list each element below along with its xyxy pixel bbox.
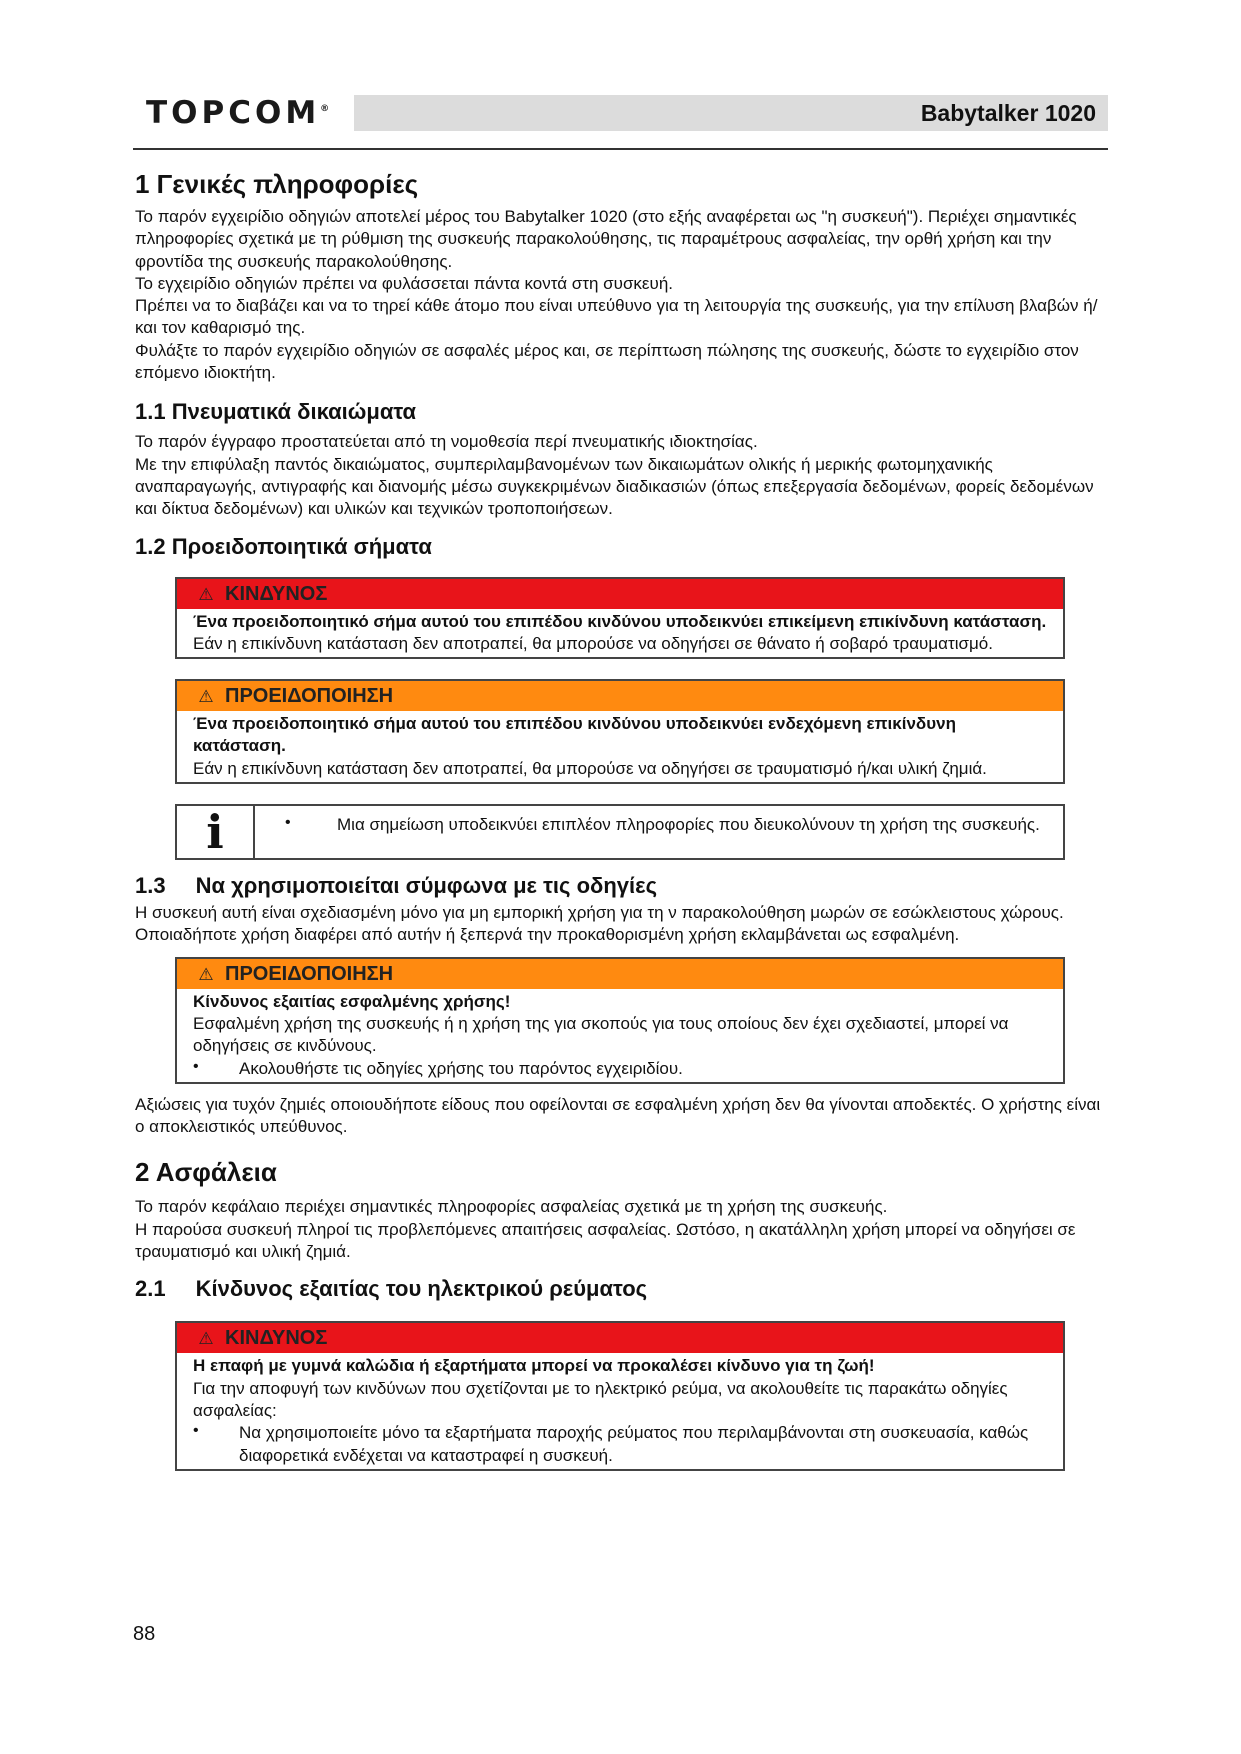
warning-header: ⚠ ΠΡΟΕΙΔΟΠΟΙΗΣΗ — [177, 959, 1063, 989]
paragraph: Αξιώσεις για τυχόν ζημιές οποιουδήποτε είδους που οφείλονται σε εσφαλμένη χρήση δεν θα γίνονται αποδεκτές. Ο χρήστης είναι ο αποκλειστικός υπεύθυνος. — [135, 1094, 1101, 1137]
header-divider — [133, 148, 1108, 150]
list-item-text: Ακολουθήστε τις οδηγίες χρήσης του παρόντος εγχειριδίου. — [239, 1058, 683, 1078]
section-1-title: 1 Γενικές πληροφορίες — [135, 169, 419, 199]
danger-header: ⚠ ΚΙΝΔΥΝΟΣ — [177, 1323, 1063, 1353]
warning-header: ⚠ ΠΡΟΕΙΔΟΠΟΙΗΣΗ — [177, 681, 1063, 711]
paragraph: Φυλάξτε το παρόν εγχειρίδιο οδηγιών σε ασφαλές μέρος και, σε περίπτωση πώλησης της συσκευής, δώστε το εγχειρίδιο στον επόμενο ιδιοκτήτη. — [135, 340, 1079, 383]
paragraph: Με την επιφύλαξη παντός δικαιώματος, συμπεριλαμβανομένων των δικαιωμάτων ολικής ή μερικής φωτομηχανικής αναπαραγωγής, αντιγραφής και διανομής μέσω συγκεκριμένων διαδικασιών (όπως επεξεργασία δεδομένων, φορείς δεδομένων και δίκτυα δεδομένων) και υλικών και τεχνικών τροποποιήσεων. — [135, 454, 1094, 519]
paragraph: Το παρόν εγχειρίδιο οδηγιών αποτελεί μέρος του Babytalker 1020 (στο εξής αναφέρεται ως "η συσκευή"). Περιέχει σημαντικές πληροφορίες σχετικά με τη ρύθμιση της συσκευής παρακολούθησης, τις παραμέτρους ασφαλείας, την ορθή χρήση και την φροντίδα της συσκευής παρακολούθησης. — [135, 207, 1077, 271]
list-item-text: Να χρησιμοποιείτε μόνο τα εξαρτήματα παροχής ρεύματος που περιλαμβάνονται στη συσκευασία, καθώς διαφορετικά ενδέχεται να καταστραφεί η συσκευή. — [239, 1423, 1029, 1465]
danger-header: ⚠ ΚΙΝΔΥΝΟΣ — [177, 579, 1063, 609]
paragraph: Το παρόν έγγραφο προστατεύεται από τη νομοθεσία περί πνευματικής ιδιοκτησίας. — [135, 432, 758, 452]
note-text: Μια σημείωση υποδεικνύει επιπλέον πληροφορίες που διευκολύνουν τη χρήση της συσκευής. — [337, 815, 1040, 835]
page-header — [146, 95, 1108, 131]
warning-notice-box — [175, 957, 1065, 1084]
bullet: • — [193, 1422, 199, 1440]
notice-text: Εσφαλμένη χρήση της συσκευής ή η χρήση της για σκοπούς για τους οποίους δεν έχει σχεδιαστεί, μπορεί να οδηγήσεις σε κινδύνους. — [193, 1013, 1009, 1056]
info-note-box — [175, 804, 1065, 860]
section-1-3-title: 1.3 Να χρησιμοποιείται σύμφωνα με τις οδηγίες — [135, 873, 658, 899]
notice-bold-text: Ένα προειδοποιητικό σήμα αυτού του επιπέδου κινδύνου υποδεικνύει επικείμενη επικίνδυνη κατάσταση. — [193, 611, 1047, 631]
warning-notice-box — [175, 679, 1065, 784]
paragraph: Οποιαδήποτε χρήση διαφέρει από αυτήν ή ξεπερνά την προκαθορισμένη χρήση εκλαμβάνεται ως εσφαλμένη. — [135, 925, 960, 945]
section-2-1-title: 2.1 Κίνδυνος εξαιτίας του ηλεκτρικού ρεύματος — [135, 1276, 648, 1302]
list-item — [193, 1058, 1051, 1080]
warning-triangle-icon: ⚠ — [198, 1329, 214, 1349]
topcom-logo: TOPCOM® — [146, 95, 330, 131]
danger-notice-box — [175, 577, 1065, 660]
section-2-title: 2 Ασφάλεια — [135, 1157, 277, 1188]
list-item — [193, 1422, 1051, 1467]
info-icon: i — [177, 806, 255, 858]
paragraph: Το εγχειρίδιο οδηγιών πρέπει να φυλάσσεται πάντα κοντά στη συσκευή. — [135, 273, 673, 293]
warning-triangle-icon: ⚠ — [198, 687, 214, 707]
product-title-bar: Babytalker 1020 — [354, 95, 1108, 131]
warning-triangle-icon: ⚠ — [198, 584, 214, 604]
paragraph: Το παρόν κεφάλαιο περιέχει σημαντικές πληροφορίες ασφαλείας σχετικά με τη χρήση της συσκευής. — [135, 1197, 888, 1217]
section-1-2-title: 1.2 Προειδοποιητικά σήματα — [135, 533, 432, 559]
section-1-1-title: 1.1 Πνευματικά δικαιώματα — [135, 399, 417, 425]
notice-text: Για την αποφυγή των κινδύνων που σχετίζονται με το ηλεκτρικό ρεύμα, να ακολουθείτε τις παρακάτω οδηγίες ασφαλείας: — [193, 1378, 1008, 1420]
notice-bold-text: Η επαφή με γυμνά καλώδια ή εξαρτήματα μπορεί να προκαλέσει κίνδυνο για τη ζωή! — [193, 1356, 875, 1376]
warning-triangle-icon: ⚠ — [198, 964, 214, 984]
notice-bold-text: Κίνδυνος εξαιτίας εσφαλμένης χρήσης! — [193, 991, 511, 1011]
bullet: • — [285, 814, 291, 832]
notice-text: Εάν η επικίνδυνη κατάσταση δεν αποτραπεί, θα μπορούσε να οδηγήσει σε θάνατο ή σοβαρό τραυματισμό. — [193, 633, 993, 653]
notice-text: Εάν η επικίνδυνη κατάσταση δεν αποτραπεί, θα μπορούσε να οδηγήσει σε τραυματισμό ή/και υλική ζημιά. — [193, 758, 987, 778]
page-number: 88 — [133, 1623, 156, 1645]
paragraph: Η συσκευή αυτή είναι σχεδιασμένη μόνο για μη εμπορική χρήση για τη ν παρακολούθηση μωρών σε εσώκλειστους χώρους. — [135, 903, 1064, 923]
notice-bold-text: Ένα προειδοποιητικό σήμα αυτού του επιπέδου κινδύνου υποδεικνύει ενδεχόμενη επικίνδυνη κατάσταση. — [193, 714, 956, 756]
document-body — [135, 168, 1105, 1471]
paragraph: Πρέπει να το διαβάζει και να το τηρεί κάθε άτομο που είναι υπεύθυνο για τη λειτουργία της συσκευής, για την επίλυση βλαβών ή/και τον καθαρισμό της. — [135, 296, 1098, 338]
bullet: • — [193, 1057, 199, 1075]
paragraph: Η παρούσα συσκευή πληροί τις προβλεπόμενες απαιτήσεις ασφαλείας. Ωστόσο, η ακατάλληλη χρήση μπορεί να οδηγήσει σε τραυματισμό και υλική ζημιά. — [135, 1219, 1076, 1262]
danger-notice-box — [175, 1321, 1065, 1470]
